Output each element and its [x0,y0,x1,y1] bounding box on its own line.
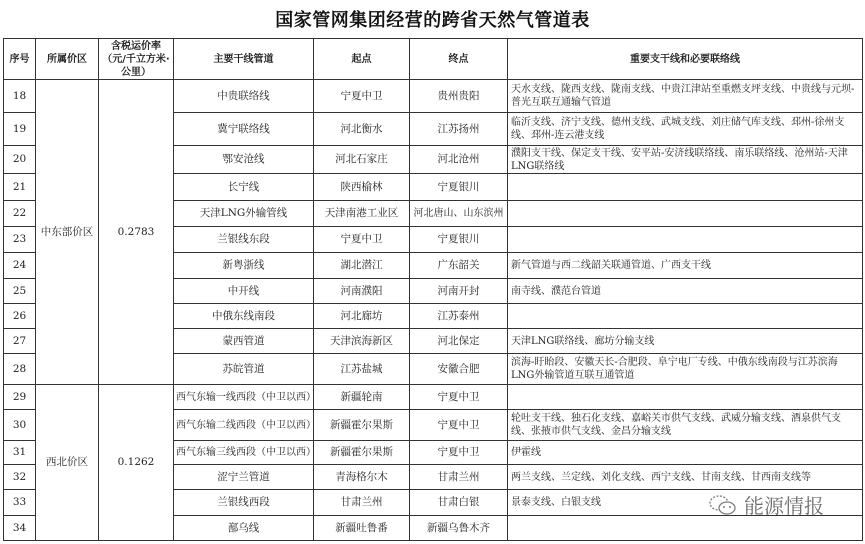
pipeline-name: 兰银线西段 [174,490,314,516]
end-point: 宁夏中卫 [410,385,508,410]
start-point: 宁夏中卫 [314,80,410,113]
end-point: 河北唐山、山东滨州 [410,201,508,227]
start-point: 新疆轮南 [314,385,410,410]
end-point: 河南开封 [410,279,508,304]
pipeline-name: 冀宁联络线 [174,113,314,146]
end-point: 新疆乌鲁木齐 [410,516,508,541]
end-point: 河北沧州 [410,146,508,174]
branch-lines: 两兰支线、兰定线、刘化支线、西宁支线、甘南支线、甘西南支线等 [508,465,863,490]
row-number: 29 [4,385,36,410]
branch-lines: 轮吐支干线、独石化支线、嘉峪关市供气支线、武威分输支线、酒泉供气支线、张掖市供气支线、金昌分输支线 [508,410,863,441]
pipeline-name: 中开线 [174,279,314,304]
end-point: 广东韶关 [410,253,508,279]
end-point: 甘肃兰州 [410,465,508,490]
table-row [4,385,863,410]
branch-lines: 景泰支线、白银支线 [508,490,863,516]
row-number: 24 [4,253,36,279]
pipeline-name: 西气东输二线西段（中卫以西） [174,410,314,441]
row-number: 27 [4,329,36,354]
row-number: 19 [4,113,36,146]
start-point: 天津南港工业区 [314,201,410,227]
start-point: 甘肃兰州 [314,490,410,516]
start-point: 天津滨海新区 [314,329,410,354]
wechat-icon [708,494,738,516]
start-point: 新疆吐鲁番 [314,516,410,541]
header-no: 序号 [4,39,36,80]
branch-lines [508,304,863,329]
branch-lines [508,516,863,541]
row-number: 34 [4,516,36,541]
start-point: 湖北潜江 [314,253,410,279]
end-point: 江苏泰州 [410,304,508,329]
start-point: 新疆霍尔果斯 [314,441,410,465]
header-start: 起点 [314,39,410,80]
end-point: 宁夏银川 [410,174,508,201]
end-point: 河北保定 [410,329,508,354]
row-number: 32 [4,465,36,490]
start-point: 新疆霍尔果斯 [314,410,410,441]
end-point: 宁夏中卫 [410,441,508,465]
pipeline-name: 中俄东线南段 [174,304,314,329]
branch-lines [508,227,863,253]
start-point: 江苏盐城 [314,354,410,385]
end-point: 宁夏中卫 [410,410,508,441]
pipeline-name: 天津LNG外输管线 [174,201,314,227]
end-point: 江苏扬州 [410,113,508,146]
start-point: 青海格尔木 [314,465,410,490]
pipeline-name: 中贵联络线 [174,80,314,113]
page-title: 国家管网集团经营的跨省天然气管道表 [275,10,590,31]
pipeline-table [3,38,863,541]
pipeline-name: 涩宁兰管道 [174,465,314,490]
end-point: 安徽合肥 [410,354,508,385]
price-zone: 中东部价区 [36,80,99,385]
row-number: 21 [4,174,36,201]
branch-lines: 新气管道与西二线韶关联通管道、广西支干线 [508,253,863,279]
start-point: 河北衡水 [314,113,410,146]
start-point: 宁夏中卫 [314,227,410,253]
header-branches: 重要支干线和必要联络线 [508,39,863,80]
branch-lines: 滨海-盱眙段、安徽天长-合肥段、阜宁电厂专线、中俄东线南段与江苏滨海LNG外输管道互联互通管道 [508,354,863,385]
pipeline-name: 鄯乌线 [174,516,314,541]
pipeline-name: 西气东输三线西段（中卫以西） [174,441,314,465]
branch-lines: 临沂支线、济宁支线、德州支线、武城支线、刘庄储气库支线、邳州-徐州支线、邳州-连云港支线 [508,113,863,146]
pipeline-name: 鄂安沧线 [174,146,314,174]
row-number: 31 [4,441,36,465]
row-number: 22 [4,201,36,227]
row-number: 33 [4,490,36,516]
header-pipeline: 主要干线管道 [174,39,314,80]
row-number: 20 [4,146,36,174]
table-row [4,80,863,113]
branch-lines: 濮阳支干线、保定支干线、安平站-安济线联络线、南乐联络线、沧州站-天津LNG联络线 [508,146,863,174]
branch-lines: 南寺线、濮范台管道 [508,279,863,304]
watermark [708,490,824,519]
price-zone: 西北价区 [36,385,99,541]
row-number: 30 [4,410,36,441]
start-point: 陕西榆林 [314,174,410,201]
branch-lines [508,174,863,201]
tariff-rate: 0.1262 [99,385,174,541]
branch-lines: 天津LNG联络线、廊坊分输支线 [508,329,863,354]
pipeline-name: 蒙西管道 [174,329,314,354]
start-point: 河南濮阳 [314,279,410,304]
tariff-rate: 0.2783 [99,80,174,385]
end-point: 宁夏银川 [410,227,508,253]
header-rate: 含税运价率（元/千立方米·公里） [99,39,174,80]
branch-lines: 伊霍线 [508,441,863,465]
end-point: 贵州贵阳 [410,80,508,113]
pipeline-name: 新粤浙线 [174,253,314,279]
pipeline-name: 苏皖管道 [174,354,314,385]
row-number: 18 [4,80,36,113]
row-number: 28 [4,354,36,385]
row-number: 23 [4,227,36,253]
header-end: 终点 [410,39,508,80]
branch-lines [508,201,863,227]
pipeline-name: 兰银线东段 [174,227,314,253]
branch-lines [508,385,863,410]
branch-lines: 天水支线、陇西支线、陇南支线、中贵江津站至重燃支坪支线、中贵线与元坝-普光互联互通输气管道 [508,80,863,113]
row-number: 26 [4,304,36,329]
pipeline-name: 西气东输一线西段（中卫以西） [174,385,314,410]
end-point: 甘肃白银 [410,490,508,516]
header-zone: 所属价区 [36,39,99,80]
watermark-text: 能源情报 [744,494,824,518]
pipeline-name: 长宁线 [174,174,314,201]
table-header-row [4,39,863,80]
row-number: 25 [4,279,36,304]
start-point: 河北廊坊 [314,304,410,329]
start-point: 河北石家庄 [314,146,410,174]
